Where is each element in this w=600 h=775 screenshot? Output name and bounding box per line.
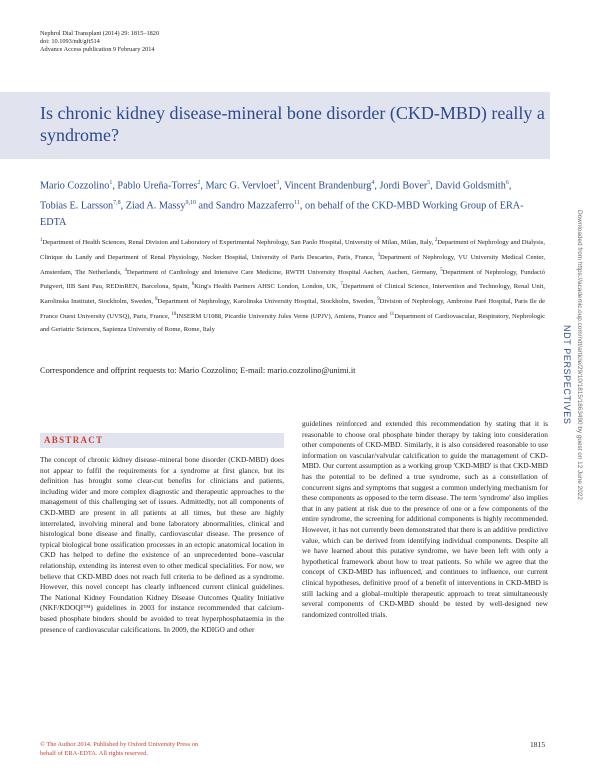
article-title: Is chronic kidney disease-mineral bone disorder (CKD-MBD) really a syndrome?	[40, 103, 545, 145]
abstract-heading: ABSTRACT	[44, 435, 104, 445]
affiliation-text: INSERM U1088, Picardie University Jules Verne (UPJV), Amiens, France and	[176, 313, 390, 321]
journal-header	[40, 30, 159, 55]
author-name: Tobias E. Larsson	[40, 200, 114, 212]
section-label-text: NDT PERSPECTIVES	[562, 325, 572, 425]
affiliation-mark: 5	[440, 267, 443, 273]
affiliation-mark: 6	[191, 282, 195, 288]
journal-citation: Nephrol Dial Transplant (2014) 29: 1815–1820	[40, 30, 160, 37]
author-affiliation-mark: 9,10	[185, 199, 196, 206]
affiliation-mark: 9	[377, 297, 380, 303]
author-name: Pablo Ureña-Torres	[117, 180, 198, 192]
author-affiliation-mark: 4	[371, 180, 375, 186]
download-note-text[interactable]: Downloaded from https://academic.oup.com/ndt/article/29/10/1815/1863490 by guest on 12 June 2022	[576, 210, 583, 500]
download-note	[575, 210, 587, 630]
author-name: David Goldsmith	[435, 180, 506, 192]
affiliation-mark: 10	[171, 311, 177, 317]
author-affiliation-mark: 2	[197, 180, 201, 186]
affiliation-text: King's Health Partners AHSC London, London, UK,	[194, 283, 341, 291]
copyright-line: © The Author 2014. Published by Oxford University Press on	[40, 741, 199, 748]
affiliation-text: Department of Nephrology, Fundació Puigvert, IIB Sant Pau, REDinREN, Barcelona, Spain,	[40, 268, 545, 291]
affiliation-mark: 4	[124, 267, 127, 273]
affiliation-text: Department of Health Sciences, Renal Division and Laboratory of Experimental Nephrology, San Paolo Hospital, University of Milan, Milan, Italy,	[42, 239, 435, 247]
abstract-heading-bar	[40, 433, 284, 448]
affiliation-mark: 7	[340, 282, 343, 288]
copyright-behalf: behalf of ERA-EDTA. All rights reserved.	[40, 750, 148, 757]
working-group: , on behalf of the CKD-MBD Working Group of ERA-EDTA	[40, 200, 524, 228]
affiliation-mark: 3	[377, 252, 380, 258]
abstract-column-right	[302, 419, 548, 620]
author-affiliation-mark: 3	[276, 180, 280, 186]
author-affiliation-mark: 1	[109, 180, 113, 186]
affiliation-mark: 1	[40, 238, 43, 243]
section-label	[560, 325, 574, 445]
affiliation-text: Division of Nephrology, Ambroise Paré Hospital, Paris Ile de France Ouest University (UVSQ), Paris, France,	[40, 298, 546, 321]
author-affiliation-mark: 5	[427, 180, 431, 186]
journal-doi[interactable]: doi: 10.1093/ndt/gft514	[40, 38, 100, 46]
author-name: Vincent Brandenburg	[284, 180, 372, 192]
affiliations	[40, 235, 545, 336]
affiliation-mark: 11	[389, 311, 395, 317]
affiliation-mark: 2	[434, 238, 438, 243]
author-name: Marc G. Vervloet	[205, 180, 277, 192]
author-list: Mario Cozzolino$^1$, Pablo Ureña-Torres$^2$, Marc G. Vervloet$^3$, Vincent Brandenburg$^4$, Jordi Bover$^5$, David Goldsmith$^6$, Tobias E. Larsson$^{7,8}$, Ziad A. Massy$^{9,10}$ and Sandro Mazzaferro$^{11}$, on behalf of the CKD-MBD Working Group of ERA-EDTA	[40, 180, 524, 228]
author-affiliation-mark: 6	[505, 180, 509, 186]
author-name: Jordi Bover	[379, 180, 428, 192]
author-name: Ziad A. Massy	[125, 200, 186, 212]
abstract-text-right: guidelines reinforced and extended this recommendation by stating that it is reasonable to choose oral phosphate binder therapy by taking into consideration other components of CKD-MBD. Similarly, it is also considered reasonable to use information on vascular/valvular calcification to guide the management of CKD-MBD. Our current assumption as a working group 'CKD-MBD' is that CKD-MBD has the potential to be defined a true syndrome, such as a constellation of concurrent signs and symptoms that suggest a common underlying mechanism for these components as opposed to the term disease. The term 'syndrome' also implies that in any patient at risk due to the presence of one or a few components of the entire syndrome, the screening for additional components is highly recommended. However, it has not currently been demonstrated that there is an additive predictive value, which can be derived from identifying individual components. Despite all we have learned about this putative syndrome, we have been left with only a hypothetical framework about how to treat patients. So while we agree that the concept of CKD-MBD has influenced, and continues to influence, our current clinical hypotheses, definitive proof of a benefit of interventions in CKD-MBD is still lacking and a global–multiple therapeutic approach to treat simultaneously several components of CKD-MBD should be tested by well-designed new randomized controlled trials.	[302, 419, 548, 619]
affiliation-text: Department of Nephrology, Karolinska University Hospital, Stockholm, Sweden,	[157, 298, 378, 306]
affiliation-text: Department of Cardiovascular, Respiratory, Nephrologic and Geriatric Sciences, Sapienza University of Rome, Rome, Italy	[40, 313, 545, 333]
abstract-column-left	[40, 455, 284, 635]
author-affiliation-mark: 7,8	[113, 199, 121, 206]
affiliation-text: Department of Nephrology and Dialysis, Clinique du Landy and Department of Renal Physiology, Necker Hospital, University of Paris Descartes, Paris, France,	[40, 239, 545, 261]
footer-copyright	[40, 740, 198, 758]
affiliation-text: Department of Cardiology and Intensive Care Medicine, RWTH University Hospital Aachen, Aachen, Germany,	[126, 268, 441, 276]
affiliation-text: Department of Clinical Science, Intervention and Technology, Renal Unit, Karolinska Institutet, Stockholm, Sweden,	[40, 283, 546, 306]
author-name: Mario Cozzolino	[40, 180, 110, 192]
correspondence: Correspondence and offprint requests to: Mario Cozzolino; E-mail: mario.cozzolino@unimi.it	[40, 366, 356, 375]
author-affiliation-mark: 11	[294, 199, 300, 206]
affiliation-text: Department of Nephrology, VU University Medical Center, Amsterdam, The Netherlands,	[40, 253, 546, 276]
page-number: 1815	[530, 740, 546, 749]
abstract-text-left: The concept of chronic kidney disease–mineral bone disorder (CKD-MBD) does not appear to fulfil the requirements for a syndrome at first glance, but its definition has brought some clear-cut benefits for clinicians and patients, including wider and more complex diagnostic and therapeutic approaches to the management of this challenging set of issues. Admittedly, not all components of CKD-MBD are present in all patients at all times, but these are highly interrelated, involving mineral and bone laboratory abnormalities, clinical and histological bone disease and finally, cardiovascular disease. The presence of typical biological bone ossification processes in an ectopic anatomical location in CKD has helped to define the existence of an unprecedented bone–vascular relationship, extending its interest even to other medical specialities. For now, we believe that CKD-MBD does not reach full criteria to be defined as a syndrome. However, this novel concept has clearly influenced current clinical guidelines. The National Kidney Foundation Kidney Disease Outcomes Quality Initiative (NKF/KDOQI™) guidelines in 2003 for instance recommended that calcium-based phosphate binders should be avoided to treat hyperphosphataemia in the presence of cardiovascular calcifications. In 2009, the KDIGO and other	[40, 455, 284, 634]
affiliation-mark: 8	[155, 297, 158, 303]
journal-advance-access: Advance Access publication 9 February 2014	[40, 46, 155, 54]
author-name: Sandro Mazzaferro	[215, 200, 295, 212]
